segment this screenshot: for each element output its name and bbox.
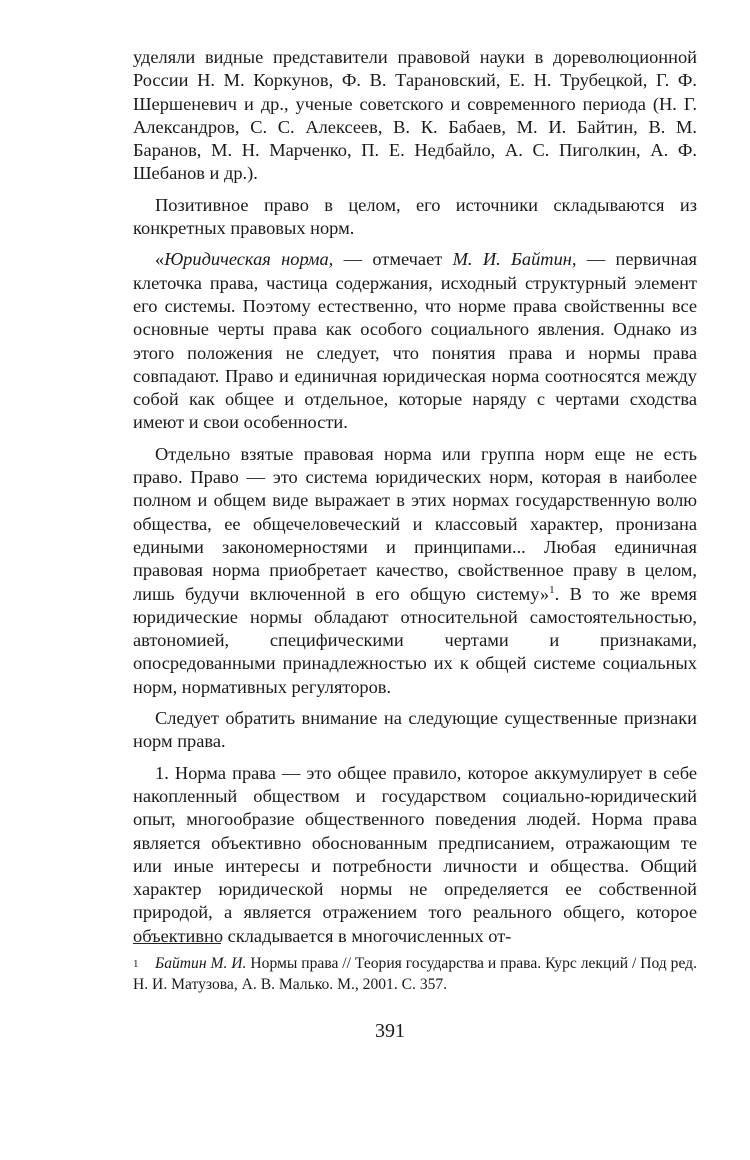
quote-open: « xyxy=(155,249,165,270)
footnote-mark: 1 xyxy=(133,958,139,970)
quote-lead-rest: — отмечает xyxy=(333,249,453,270)
footnote-text: Нормы права // Теория государства и права. Курс лекций / Под ред. Н. И. Матузова, А. В. Малько. М., 2001. С. 357. xyxy=(133,955,697,993)
paragraph-1: уделяли видные представители правовой науки в дореволюционной России Н. М. Коркунов, Ф. В. Тарановский, Е. Н. Трубецкой, Г. Ф. Шершеневич и др., ученые советского и современного периода (Н. Г. Александров, С. С. Алексеев, В. К. Бабаев, М. И. Байтин, В. М. Баранов, М. Н. Марченко, П. Е. Недбайло, А. С. Пиголкин, А. Ф. Шебанов и др.). xyxy=(133,47,697,184)
footnote xyxy=(133,953,697,995)
paragraph-4-part-b: . В то же время юридические нормы обладают относительной самостоятельностью, автономией, специфическими чертами и признаками, опосредованными принадлежностью их к общей системе социальных норм, нормативных регуляторов. xyxy=(133,583,697,697)
quote-body: — первичная клеточка права, частица содержания, исходный структурный элемент его системы. Поэтому естественно, что норме права свойственны все основные черты права как особого социального явления. Однако из этого положения не следует, что понятия права и нормы права совпадают. Право и единичная юридическая норма соотносятся между собой как общее и отдельное, которые наряду с чертами сходства имеют и свои особенности. xyxy=(133,249,697,433)
paragraph-5: Следует обратить внимание на следующие существенные признаки норм права. xyxy=(133,708,697,752)
footnote-divider xyxy=(133,943,221,944)
footnote-ref: 1 xyxy=(549,583,555,596)
paragraph-3-quote xyxy=(133,248,697,434)
page-number: 391 xyxy=(375,1020,405,1042)
paragraph-2: Позитивное право в целом, его источники складываются из конкретных правовых норм. xyxy=(133,194,697,239)
quote-lead: Юридическая норма, xyxy=(164,249,334,270)
paragraph-4-part-a: Отдельно взятые правовая норма или группа норм еще не есть право. Право — это система юридических норм, которая в наиболее полном и общем виде выражает в этих нормах государственную волю общества, ее общечеловеческий и классовый характер, пронизана едиными закономерностями и принципами... Любая единичная правовая норма приобретает качество, свойственное праву в целом, лишь будучи включенной в его общую систему» xyxy=(133,443,697,604)
footnote-author: Байтин М. И. xyxy=(155,955,247,972)
page-body xyxy=(133,46,697,948)
paragraph-4 xyxy=(133,443,697,699)
paragraph-6: 1. Норма права — это общее правило, которое аккумулирует в себе накопленный обществом и государством социально-юридический опыт, многообразие общественного поведения людей. Норма права является объективно обоснованным предписанием, отражающим те или иные интересы и потребности личности и общества. Общий характер юридической нормы не определяется ее собственной природой, а является отражением того реального общего, которое объективно складывается в многочисленных от- xyxy=(133,762,697,946)
quote-author: М. И. Байтин, xyxy=(452,249,577,270)
